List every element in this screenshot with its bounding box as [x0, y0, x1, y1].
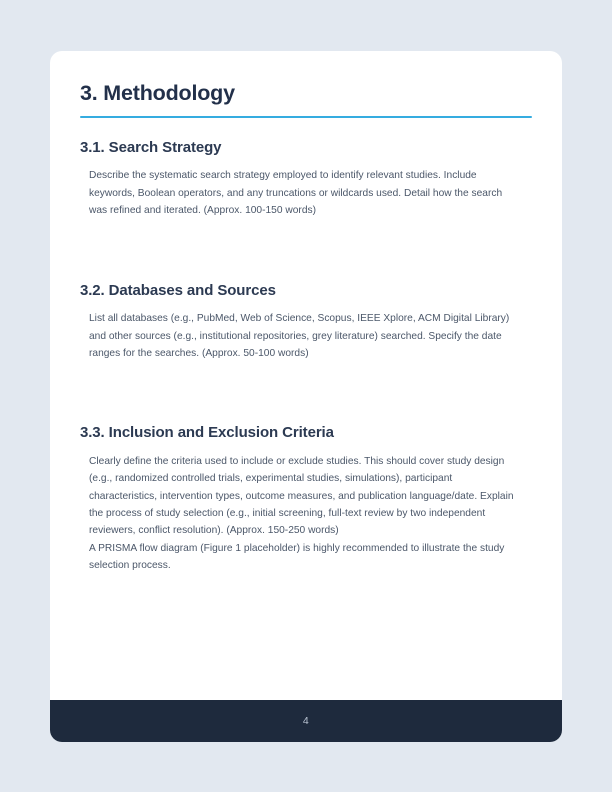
section-3-2 [80, 281, 532, 363]
section-heading: 3.2. Databases and Sources [80, 281, 276, 299]
section-heading: 3.3. Inclusion and Exclusion Criteria [80, 424, 334, 442]
document-card [50, 51, 562, 742]
section-body [80, 167, 532, 219]
section-heading: 3.1. Search Strategy [80, 138, 222, 156]
title-accent-rule [80, 116, 532, 118]
paragraph: A PRISMA flow diagram (Figure 1 placeholder) is highly recommended to illustrate the study selection process. [89, 542, 505, 572]
section-body [80, 453, 532, 575]
paragraph: Clearly define the criteria used to include or exclude studies. This should cover study design (e.g., randomized controlled trials, experimental studies, simulations), participant characteristics, intervention types, outcome measures, and publication language/date. Explain the process of study selection (e.g., initial screening, full-text review by two independent reviewers, conflict resolution). (Approx. 150-250 words) [89, 455, 514, 537]
paragraph: Describe the systematic search strategy employed to identify relevant studies. Include keywords, Boolean operators, and any truncations or wildcards used. Detail how the search was refined and iterated. (Approx. 100-150 words) [89, 170, 503, 217]
section-body [80, 310, 532, 362]
document-footer [50, 700, 562, 742]
section-3-3 [80, 423, 532, 574]
paragraph: List all databases (e.g., PubMed, Web of Science, Scopus, IEEE Xplore, ACM Digital Library) and other sources (e.g., institutional repositories, grey literature) searched. Specify the date ranges for the searches. (Approx. 50-100 words) [89, 313, 510, 359]
page-title: 3. Methodology [80, 81, 235, 105]
section-3-1 [80, 138, 532, 220]
document-content [50, 51, 562, 700]
page-number: 4 [302, 715, 310, 727]
